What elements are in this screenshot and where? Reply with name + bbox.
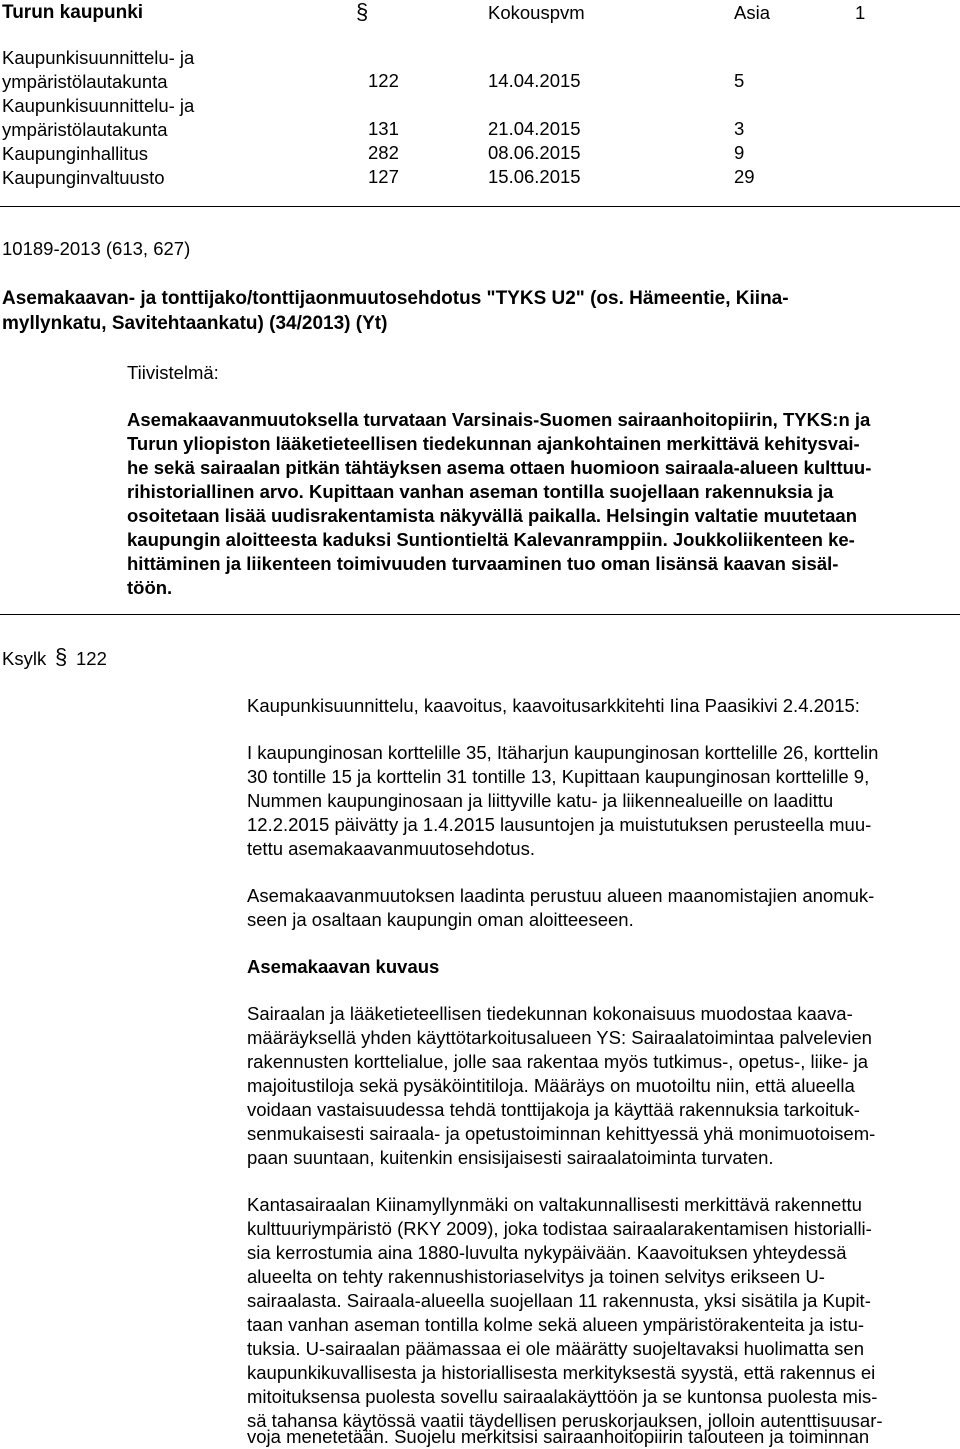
title-line: myllynkatu, Savitehtaankatu) (34/2013) (Yt) [2,313,388,334]
meeting-date: 15.06.2015 [488,166,581,187]
meeting-body: Kaupunkisuunnittelu- ja [2,95,195,116]
summary-line: Turun yliopiston lääketieteellisen tiedekunnan ajankohtainen merkittävä kehitysvai- [127,433,860,454]
meeting-body: Kaupunkisuunnittelu- ja [2,47,195,68]
paragraph-line: määräyksellä yhden käyttötarkoitusalueen YS: Sairaalatoimintaa palvelevien [247,1027,872,1048]
paragraph-line: seen ja osaltaan kaupungin oman aloitteeseen. [247,909,634,930]
case-number: 10189-2013 (613, 627) [2,238,191,259]
meeting-section: 127 [368,166,399,187]
meeting-section: 131 [368,118,399,139]
ksylk-section-symbol: § [55,644,68,669]
meeting-date-label: Kokouspvm [488,2,585,23]
paragraph-line: 30 tontille 15 ja korttelin 31 tontille 13, Kupittaan kaupunginosan korttelille 9, [247,766,870,787]
meeting-body: Kaupunginhallitus [2,143,149,164]
paragraph-line: sia kerrostumia aina 1880-luvulta nykypäivään. Kaavoituksen yhteydessä [247,1242,847,1263]
summary-line: rihistoriallinen arvo. Kupittaan vanhan aseman tontilla suojellaan rakennuksia ja [127,481,834,502]
paragraph-line: taan vanhan aseman tontilla kolme sekä alueen ympäristörakenteita ja istu- [247,1314,865,1335]
summary-line: he sekä sairaalan pitkän tähtäyksen asema ottaen huomioon sairaala-alueen kulttuu- [127,457,872,478]
agenda-item-label: Asia [734,2,770,23]
paragraph-line: majoitustiloja sekä pysäköintitiloja. Määräys on muotoiltu niin, että alueella [247,1075,855,1096]
paragraph-line: Sairaalan ja lääketieteellisen tiedekunnan kokonaisuus muodostaa kaava- [247,1003,853,1024]
paragraph-line: kulttuuriympäristö (RKY 2009), joka todistaa sairaalarakentamisen historialli- [247,1218,872,1239]
paragraph-line: sairaalasta. Sairaala-alueella suojellaan 11 rakennusta, yksi sisätila ja Kupit- [247,1290,871,1311]
organization-name: Turun kaupunki [2,2,144,23]
divider [0,614,960,615]
summary-line: hittäminen ja liikenteen toimivuuden turvaaminen tuo oman lisänsä kaavan sisäl- [127,553,839,574]
divider [0,206,960,207]
paragraph-line: voidaan vastaisuudessa tehdä tonttijakoja ja käyttää rakennuksia tarkoituk- [247,1099,860,1120]
paragraph-line: mitoituksensa puolesta sovellu sairaalakäyttöön ja se kuntonsa puolesta mis- [247,1386,878,1407]
summary-line: osoitetaan lisää uudisrakentamista näkyvällä paikalla. Helsingin valtatie muutetaan [127,505,858,526]
paragraph-line: Kantasairaalan Kiinamyllynmäki on valtakunnallisesti merkittävä rakennettu [247,1194,862,1215]
paragraph-line: tuksia. U-sairaalan päämassaa ei ole määrätty suojeltavaksi huolimatta sen [247,1338,864,1359]
meeting-section: 122 [368,70,399,91]
title-line: Asemakaavan- ja tonttijako/tonttijaonmuutosehdotus "TYKS U2" (os. Hämeentie, Kiina- [2,288,789,309]
section-symbol: § [356,0,369,24]
meeting-body: Kaupunginvaltuusto [2,167,165,188]
paragraph-line: senmukaisesti sairaala- ja opetustoiminnan kehittyessä yhä monimuotoisem- [247,1123,876,1144]
paragraph-line: 12.2.2015 päivätty ja 1.4.2015 lausuntojen ja muistutuksen perusteella muu- [247,814,872,835]
paragraph-line: kaupunkikuvallisesta ja historiallisesta merkityksestä syystä, että rakennus ei [247,1362,876,1383]
paragraph-line: sä tahansa käytössä vaatii täydellisen peruskorjauksen, jolloin autenttisuusar- [247,1410,883,1431]
meeting-date: 14.04.2015 [488,70,581,91]
meeting-asia: 5 [734,70,745,91]
meeting-asia: 9 [734,142,745,163]
paragraph-line: voja menetetään. Suojelu merkitsisi sairaanhoitopiirin talouteen ja toiminnan [247,1426,870,1447]
summary-label: Tiivistelmä: [127,362,219,383]
summary-line: töön. [127,577,173,598]
meeting-body: ympäristölautakunta [2,71,168,92]
ksylk-number: 122 [76,648,107,669]
meeting-body: ympäristölautakunta [2,119,168,140]
preparer-line: Kaupunkisuunnittelu, kaavoitus, kaavoitusarkkitehti Iina Paasikivi 2.4.2015: [247,695,860,716]
page-number: 1 [855,2,866,23]
ksylk-prefix: Ksylk [2,648,47,669]
paragraph-line: I kaupunginosan korttelille 35, Itäharjun kaupunginosan korttelille 26, korttelin [247,742,879,763]
meeting-asia: 3 [734,118,745,139]
meeting-date: 21.04.2015 [488,118,581,139]
paragraph-line: Asemakaavanmuutoksen laadinta perustuu alueen maanomistajien anomuk- [247,885,875,906]
paragraph-line: alueelta on tehty rakennushistoriaselvitys ja toinen selvitys erikseen U- [247,1266,825,1287]
paragraph-line: rakennusten korttelialue, jolle saa rakentaa myös tutkimus-, opetus-, liike- ja [247,1051,869,1072]
paragraph-line: Nummen kaupunginosaan ja liittyville katu- ja liikennealueille on laadittu [247,790,834,811]
meeting-date: 08.06.2015 [488,142,581,163]
meeting-section: 282 [368,142,399,163]
paragraph-line: tettu asemakaavanmuutosehdotus. [247,838,535,859]
paragraph-line: paan suuntaan, kuitenkin ensisijaisesti sairaalatoiminta turvaten. [247,1147,774,1168]
meeting-asia: 29 [734,166,755,187]
summary-line: Asemakaavanmuutoksella turvataan Varsinais-Suomen sairaanhoitopiirin, TYKS:n ja [127,409,871,430]
summary-line: kaupungin aloitteesta kaduksi Suntiontieltä Kalevanramppiin. Joukkoliikenteen ke- [127,529,855,550]
section-heading: Asemakaavan kuvaus [247,956,440,977]
